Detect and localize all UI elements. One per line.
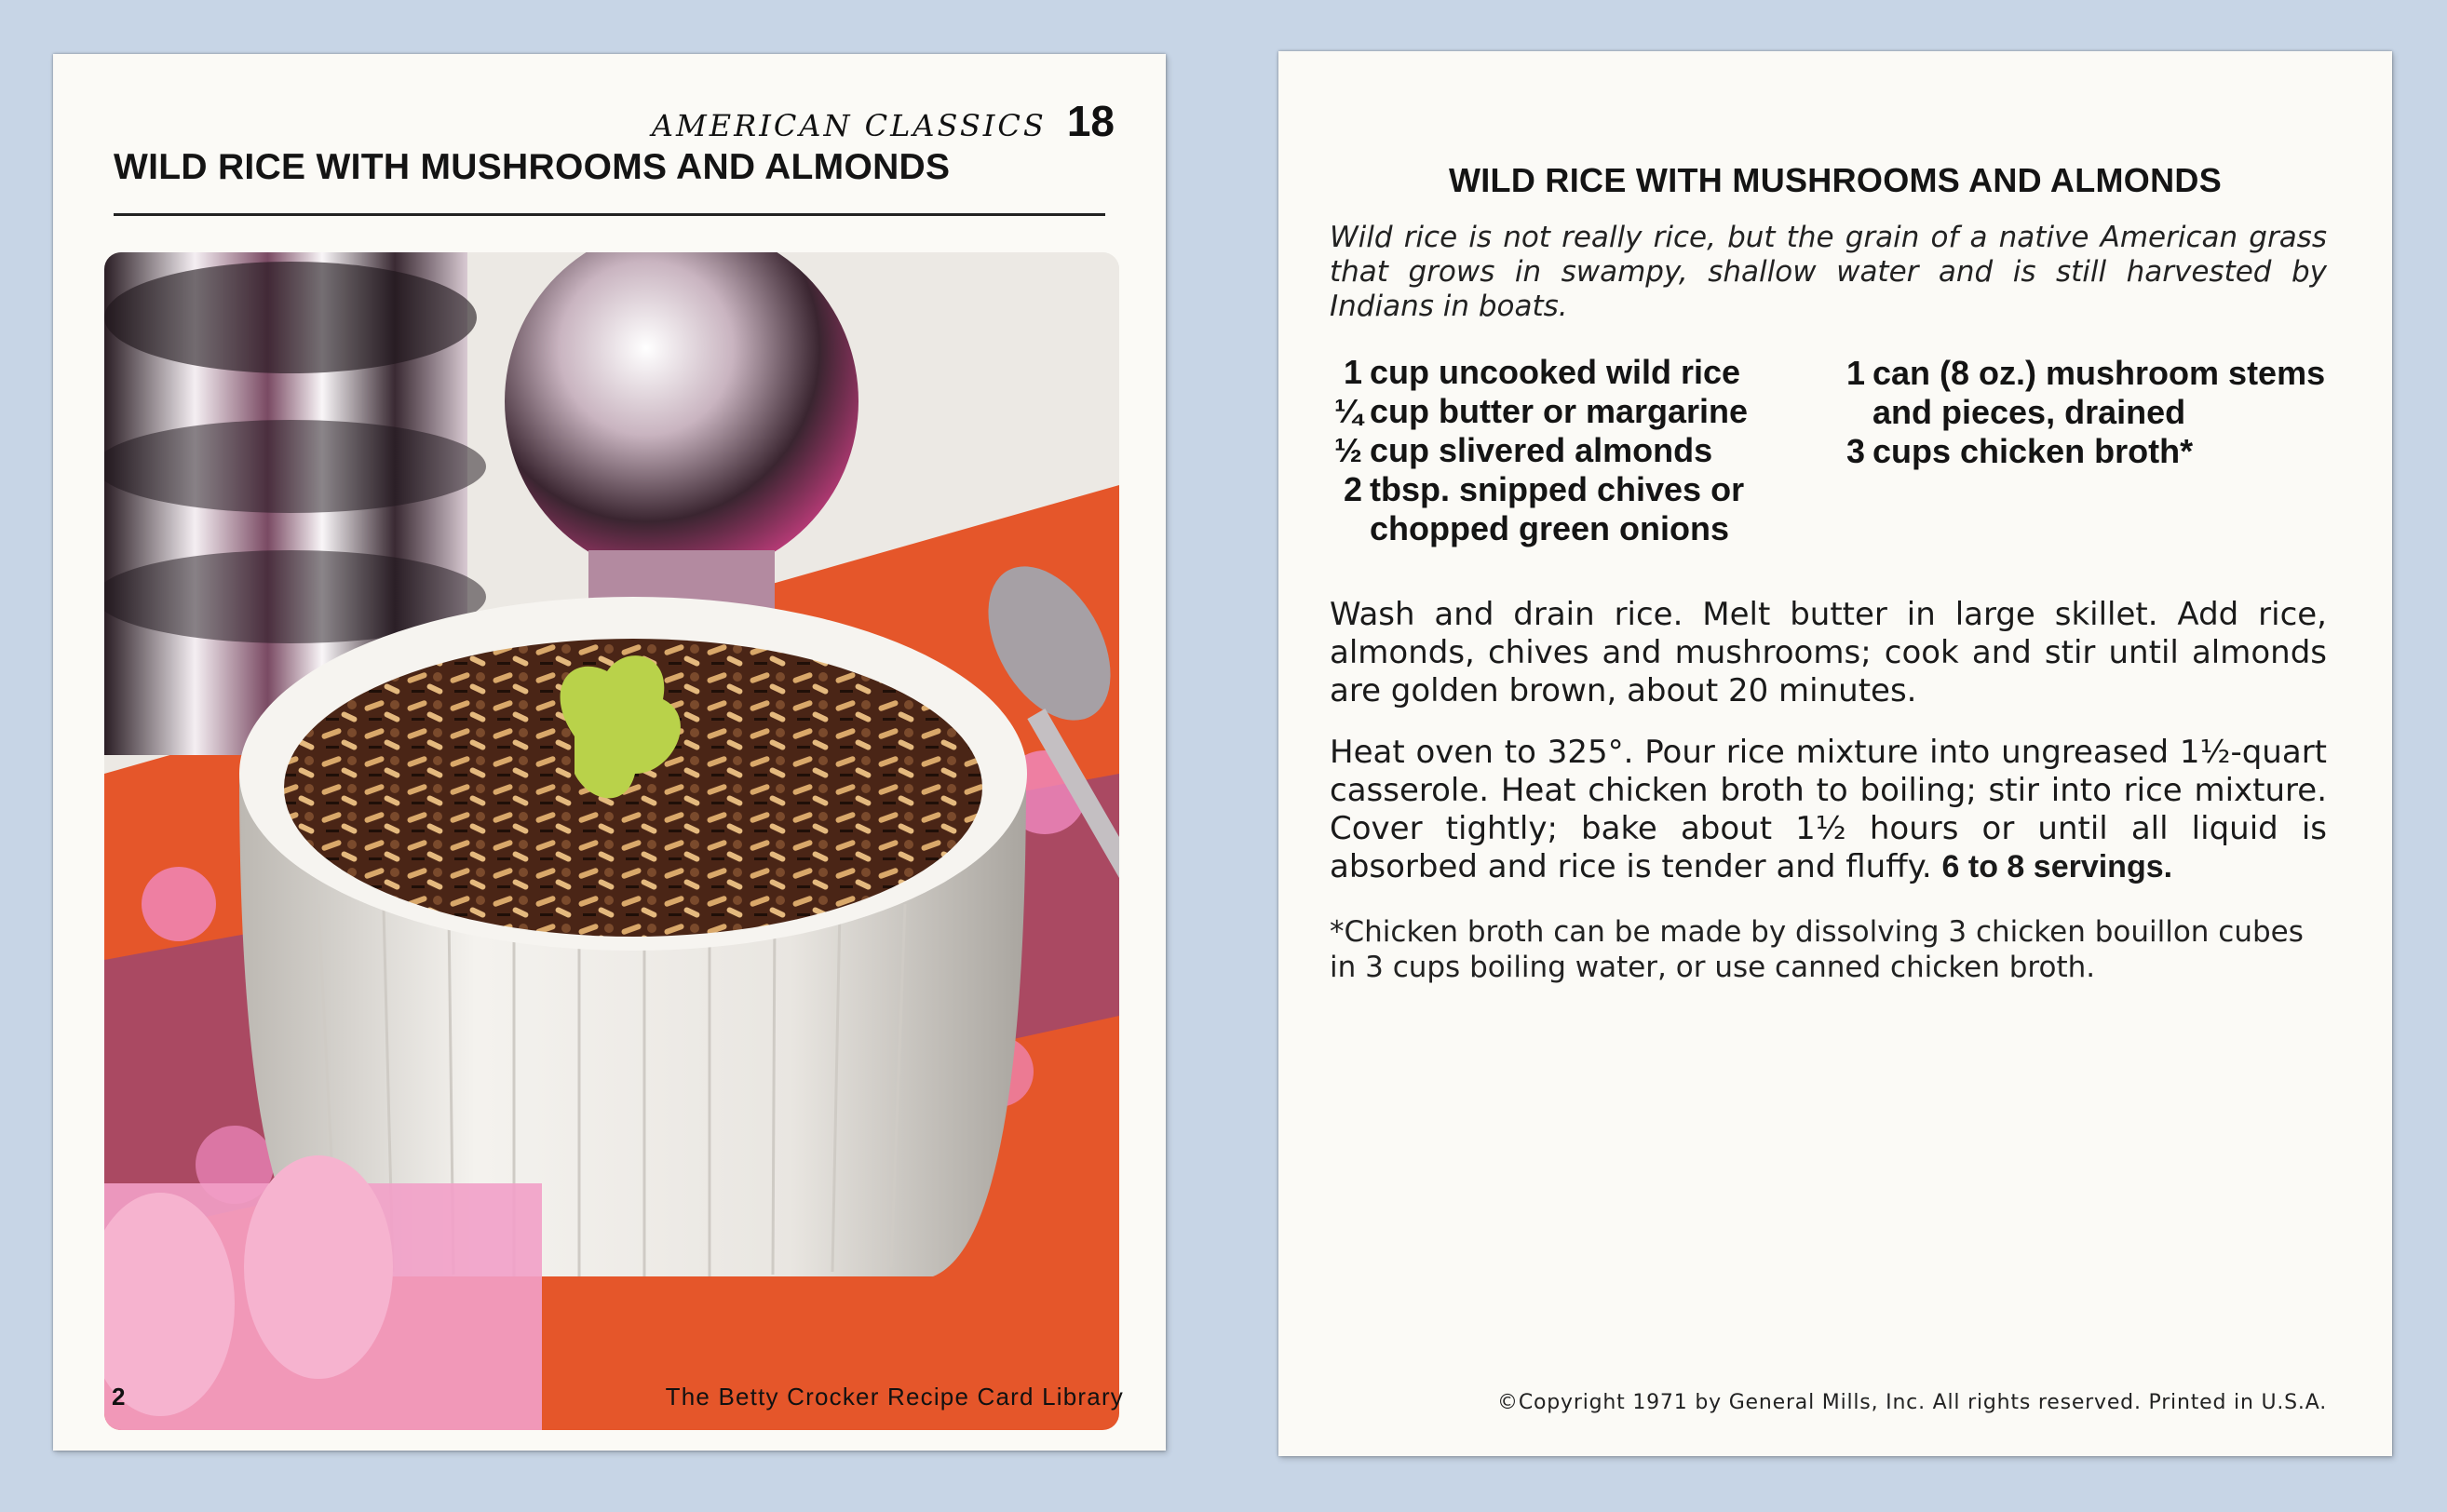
recipe-photo — [104, 252, 1119, 1430]
ingredient-qty: 2 — [1343, 470, 1362, 508]
intro-text: Wild rice is not really rice, but the grain of a native American grass that grows in swampy, shallow water and is still harvested by Indians in boats. — [1330, 221, 2327, 323]
front-title: WILD RICE WITH MUSHROOMS AND ALMONDS — [114, 147, 951, 187]
back-title: WILD RICE WITH MUSHROOMS AND ALMONDS — [1448, 161, 2223, 199]
ingredient-qty: 1 — [1343, 353, 1362, 391]
ingredient — [1334, 470, 1856, 548]
ingredient-text: can (8 oz.) mushroom stems and pieces, drained — [1872, 354, 2326, 431]
title-divider — [114, 213, 1105, 216]
ingredient — [1837, 354, 2359, 432]
ingredient-qty: 1 — [1845, 354, 1865, 392]
ingredient-text: cups chicken broth* — [1872, 432, 2194, 470]
ingredient — [1837, 432, 2359, 471]
ingredient-text: cup uncooked wild rice — [1370, 353, 1741, 391]
direction-step-1: Wash and drain rice. Melt butter in large skillet. Add rice, almonds, chives and mushrooms; cook and stir until almonds are golden brown, about 20 minutes. — [1330, 596, 2327, 709]
card-number: 18 — [1066, 97, 1115, 145]
recipe-photo-image — [104, 252, 1119, 1430]
ingredient — [1334, 431, 1856, 470]
direction-step-2-text: Heat oven to 325°. Pour rice mixture into ungreased 1½-quart casserole. Heat chicken broth to boiling; stir into rice mixture. Cover tightly; bake about 1½ hours or until all liquid is absorbed and rice is tender and fluffy. — [1330, 734, 2327, 885]
ingredient-qty: 3 — [1845, 432, 1865, 470]
direction-step-2 — [1330, 734, 2327, 886]
ingredient — [1334, 392, 1856, 431]
ingredient-text: cup slivered almonds — [1370, 431, 1713, 469]
servings: 6 to 8 servings. — [1941, 849, 2173, 884]
back-card — [1278, 51, 2392, 1456]
page-number: 2 — [112, 1383, 126, 1411]
footnote: *Chicken broth can be made by dissolving 3 chicken bouillon cubes in 3 cups boiling water, or use canned chicken broth. — [1330, 915, 2304, 984]
ingredient — [1334, 353, 1856, 392]
copyright: ©Copyright 1971 by General Mills, Inc. All rights reserved. Printed in U.S.A. — [1497, 1391, 2327, 1414]
ingredient-text: cup butter or margarine — [1370, 392, 1749, 430]
ingredient-text: tbsp. snipped chives or chopped green onions — [1370, 470, 1745, 547]
ingredients-left — [1334, 353, 1856, 548]
ingredients-right — [1837, 354, 2359, 471]
front-card — [53, 54, 1166, 1451]
library-credit: The Betty Crocker Recipe Card Library — [665, 1383, 1124, 1411]
ingredient-qty: ½ — [1334, 431, 1363, 469]
series-name: AMERICAN CLASSICS — [651, 108, 1047, 143]
series-header — [652, 96, 1115, 146]
ingredient-qty: ¼ — [1334, 392, 1363, 430]
